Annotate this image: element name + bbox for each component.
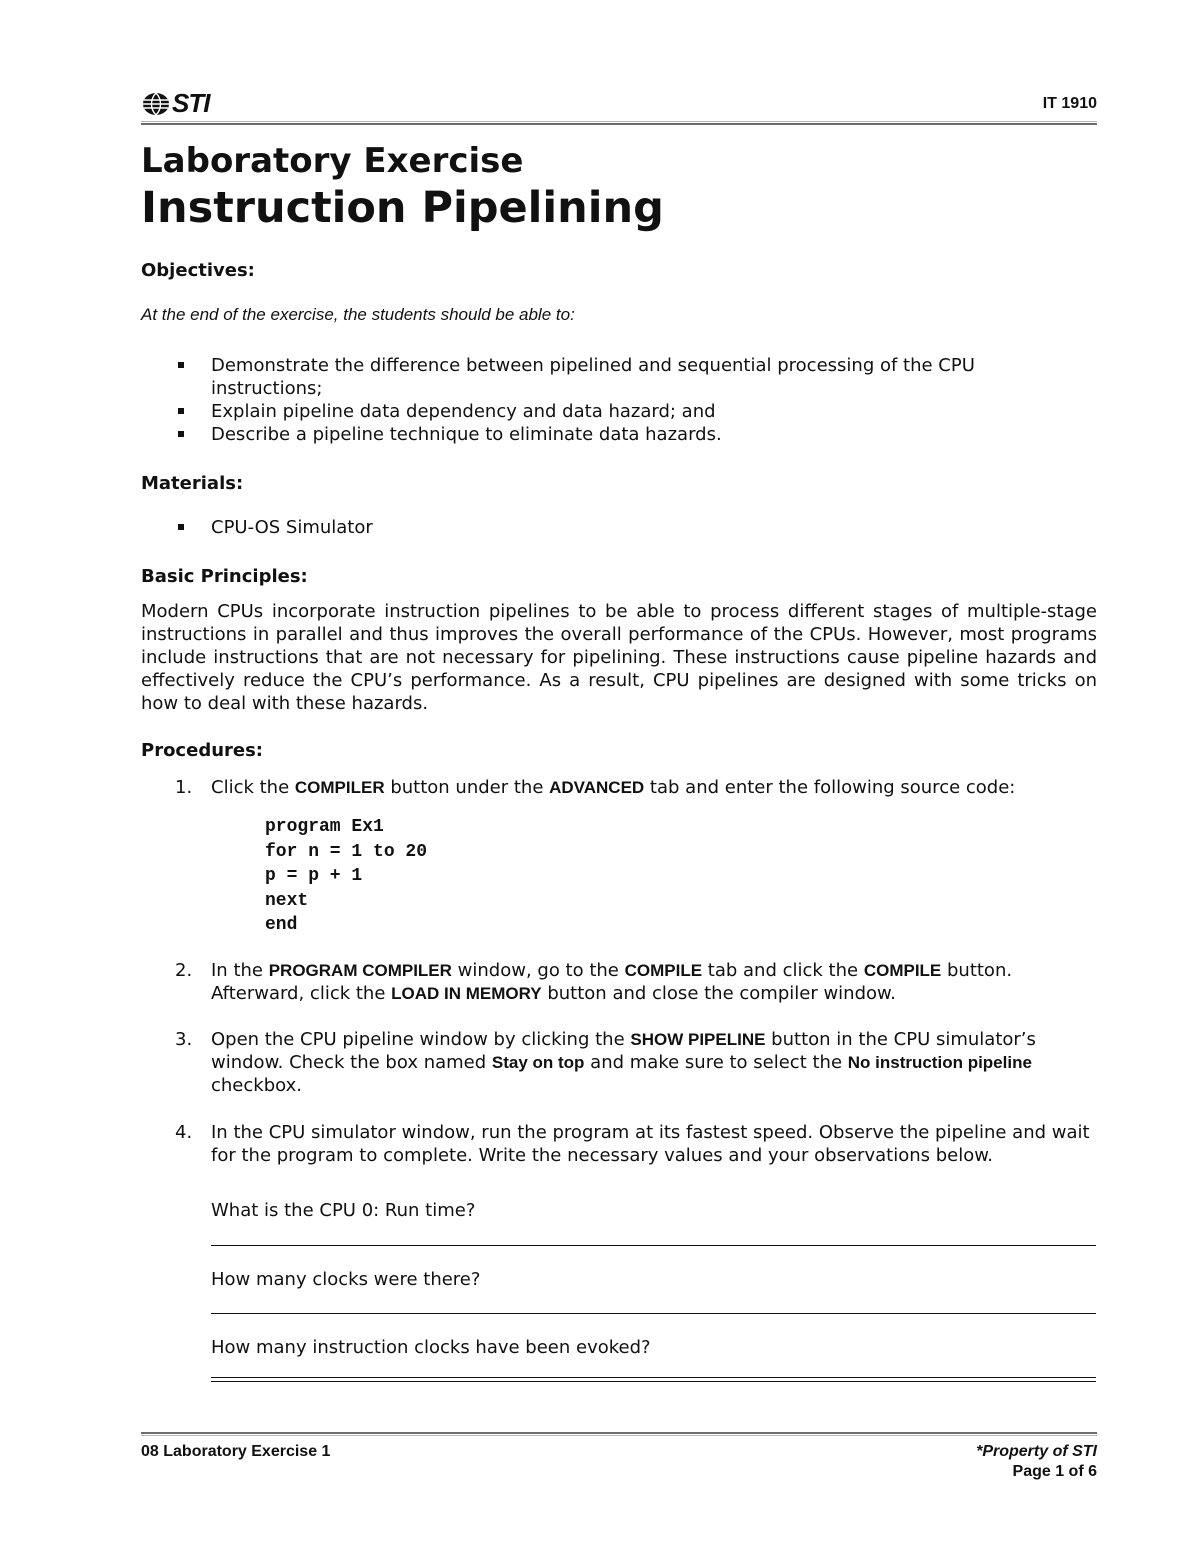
question-run-time: What is the CPU 0: Run time? bbox=[211, 1200, 476, 1221]
materials-list bbox=[141, 516, 1061, 539]
list-item: Describe a pipeline technique to eliminate data hazards. bbox=[141, 423, 1061, 446]
footer-page-number: Page 1 of 6 bbox=[1012, 1463, 1097, 1480]
code-line: p = p + 1 bbox=[265, 866, 363, 886]
sti-logo bbox=[141, 88, 209, 119]
question-clocks: How many clocks were there? bbox=[211, 1269, 481, 1290]
procedure-step-4: 4. In the CPU simulator window, run the program at its fastest speed. Observe the pipeline and wait for the program to complete. Write the necessary values and your observations below. bbox=[175, 1122, 1090, 1166]
principles-text: Modern CPUs incorporate instruction pipelines to be able to process different stages of multiple-stage instructions in parallel and thus improves the overall performance of the CPUs. However, most programs include instructions that are not necessary for pipelining. These instructions cause pipeline hazards and effectively reduce the CPU’s performance. As a result, CPU pipelines are designed with some tricks on how to deal with these hazards. bbox=[141, 601, 1097, 714]
course-code: IT 1910 bbox=[1042, 95, 1097, 112]
header-rule bbox=[141, 121, 1097, 125]
list-item: Explain pipeline data dependency and data hazard; and bbox=[141, 400, 1061, 423]
bullet-icon bbox=[178, 431, 184, 437]
list-item: Demonstrate the difference between pipelined and sequential processing of the CPU instructions; bbox=[141, 354, 1061, 400]
bullet-icon bbox=[178, 362, 184, 368]
code-line: for n = 1 to 20 bbox=[265, 841, 428, 862]
source-code bbox=[265, 815, 427, 938]
logo-text: STI bbox=[172, 88, 210, 118]
bullet-icon bbox=[178, 524, 184, 530]
answer-line[interactable] bbox=[211, 1245, 1096, 1246]
code-line: next bbox=[265, 890, 309, 911]
code-line: program Ex1 bbox=[265, 817, 384, 837]
procedures-heading: Procedures: bbox=[141, 740, 264, 761]
objectives-list bbox=[141, 354, 1061, 446]
footer-rule bbox=[141, 1432, 1097, 1436]
answer-line[interactable] bbox=[211, 1381, 1096, 1382]
footer-doc-name: 08 Laboratory Exercise 1 bbox=[141, 1443, 331, 1460]
materials-heading: Materials: bbox=[141, 473, 244, 494]
question-instruction-clocks: How many instruction clocks have been evoked? bbox=[211, 1337, 651, 1358]
bullet-icon bbox=[178, 408, 184, 414]
list-item: CPU-OS Simulator bbox=[141, 516, 1061, 539]
principles-heading: Basic Principles: bbox=[141, 566, 308, 587]
page-subtitle: Laboratory Exercise bbox=[141, 141, 524, 181]
globe-icon bbox=[141, 91, 171, 117]
footer-property: *Property of STI bbox=[976, 1443, 1097, 1460]
page-title: Instruction Pipelining bbox=[141, 183, 664, 233]
objectives-heading: Objectives: bbox=[141, 260, 255, 281]
procedure-step-1: 1. Click the COMPILER button under the ADVANCED tab and enter the following source code: bbox=[175, 777, 1016, 798]
answer-line[interactable] bbox=[211, 1313, 1096, 1314]
procedure-step-3: 3. Open the CPU pipeline window by clicking the SHOW PIPELINE button in the CPU simulator’s window. Check the box named Stay on top and make sure to select the No instruction pipeline checkbox. bbox=[175, 1029, 1036, 1096]
answer-line[interactable] bbox=[211, 1377, 1096, 1378]
code-line: end bbox=[265, 915, 298, 935]
procedure-step-2: 2. In the PROGRAM COMPILER window, go to the COMPILE tab and click the COMPILE button. Afterward, click the LOAD IN MEMORY button and close the compiler window. bbox=[175, 960, 1013, 1004]
objectives-intro: At the end of the exercise, the students should be able to: bbox=[141, 305, 575, 324]
